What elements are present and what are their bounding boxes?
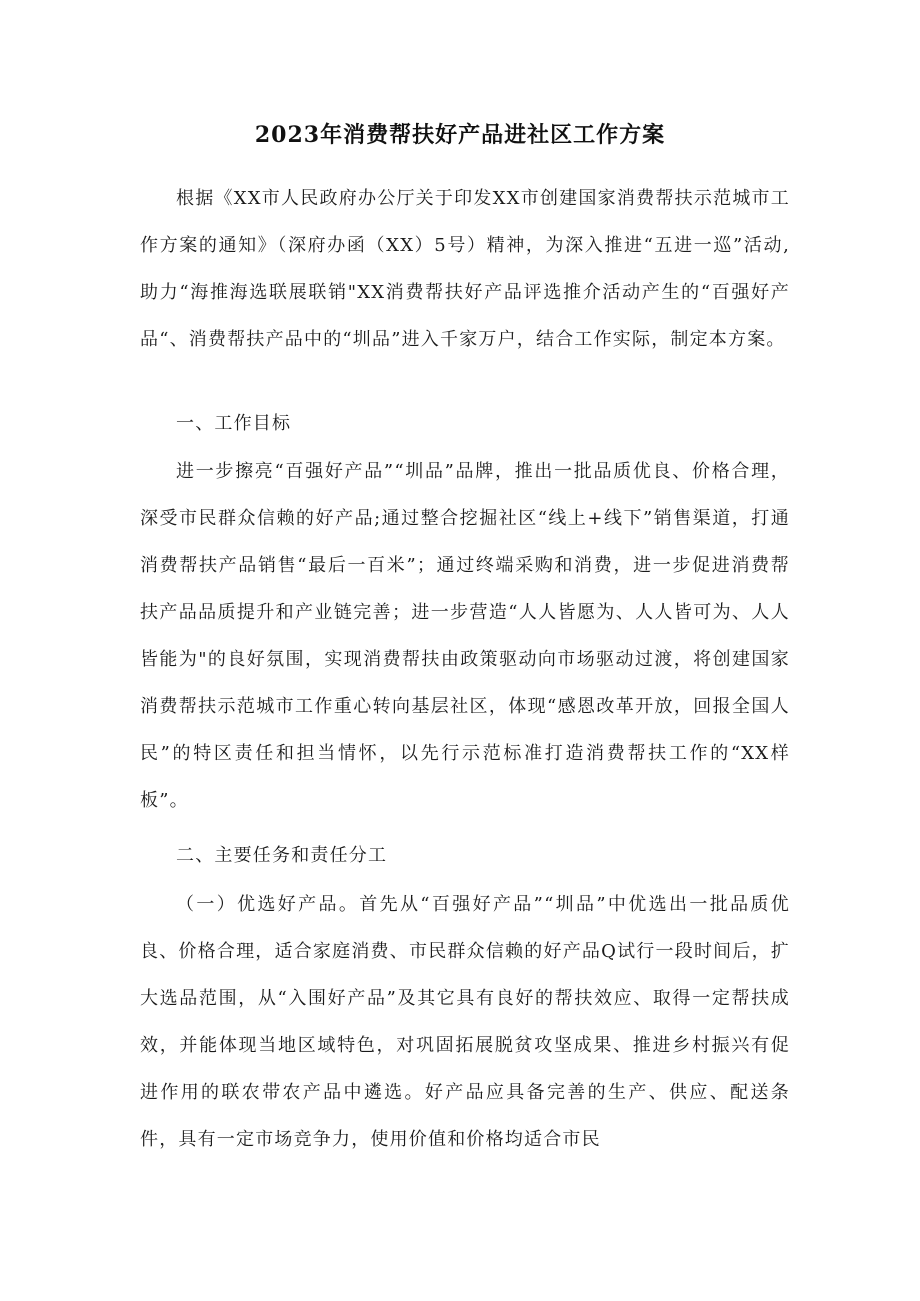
section-2-heading: 二、主要任务和责任分工	[176, 845, 388, 866]
section-2-item-1-paragraph: （一）优选好产品。首先从“百强好产品”“圳品”中优选出一批品质优良、价格合理，适合家庭消费、市民群众信赖的好产品Q试行一段时间后，扩大选品范围，从“入围好产品”及其它具有良好的帮扶效应、取得一定帮扶成效，并能体现当地区域特色，对巩固拓展脱贫攻坚成果、推进乡村振兴有促进作用的联农带农产品中遴选。好产品应具备完善的生产、供应、配送条件，具有一定市场竞争力，使用价值和价格均适合市民	[140, 894, 790, 1150]
document-title: 2023年消费帮扶好产品进社区工作方案	[254, 122, 666, 148]
intro-paragraph: 根据《XX市人民政府办公厅关于印发XX市创建国家消费帮扶示范城市工作方案的通知》（深府办函（XX）5号）精神，为深入推进“五进一巡”活动,助力“海推海选联展联销"XX消费帮扶好产品评选推介活动产生的“百强好产品“、消费帮扶产品中的“圳品”进入千家万户，结合工作实际，制定本方案。	[140, 188, 790, 350]
section-1-heading: 一、工作目标	[176, 413, 292, 434]
section-1-paragraph: 进一步擦亮“百强好产品”“圳品”品牌，推出一批品质优良、价格合理，深受市民群众信赖的好产品;通过整合挖掘社区“线上+线下”销售渠道，打通消费帮扶产品销售“最后一百米”；通过终端采购和消费，进一步促进消费帮扶产品品质提升和产业链完善；进一步营造“人人皆愿为、人人皆可为、人人皆能为"的良好氛围，实现消费帮扶由政策驱动向市场驱动过渡，将创建国家消费帮扶示范城市工作重心转向基层社区，体现“感恩改革开放，回报全国人民”的特区责任和担当情怀，以先行示范标准打造消费帮扶工作的“XX样板”。	[140, 461, 790, 811]
